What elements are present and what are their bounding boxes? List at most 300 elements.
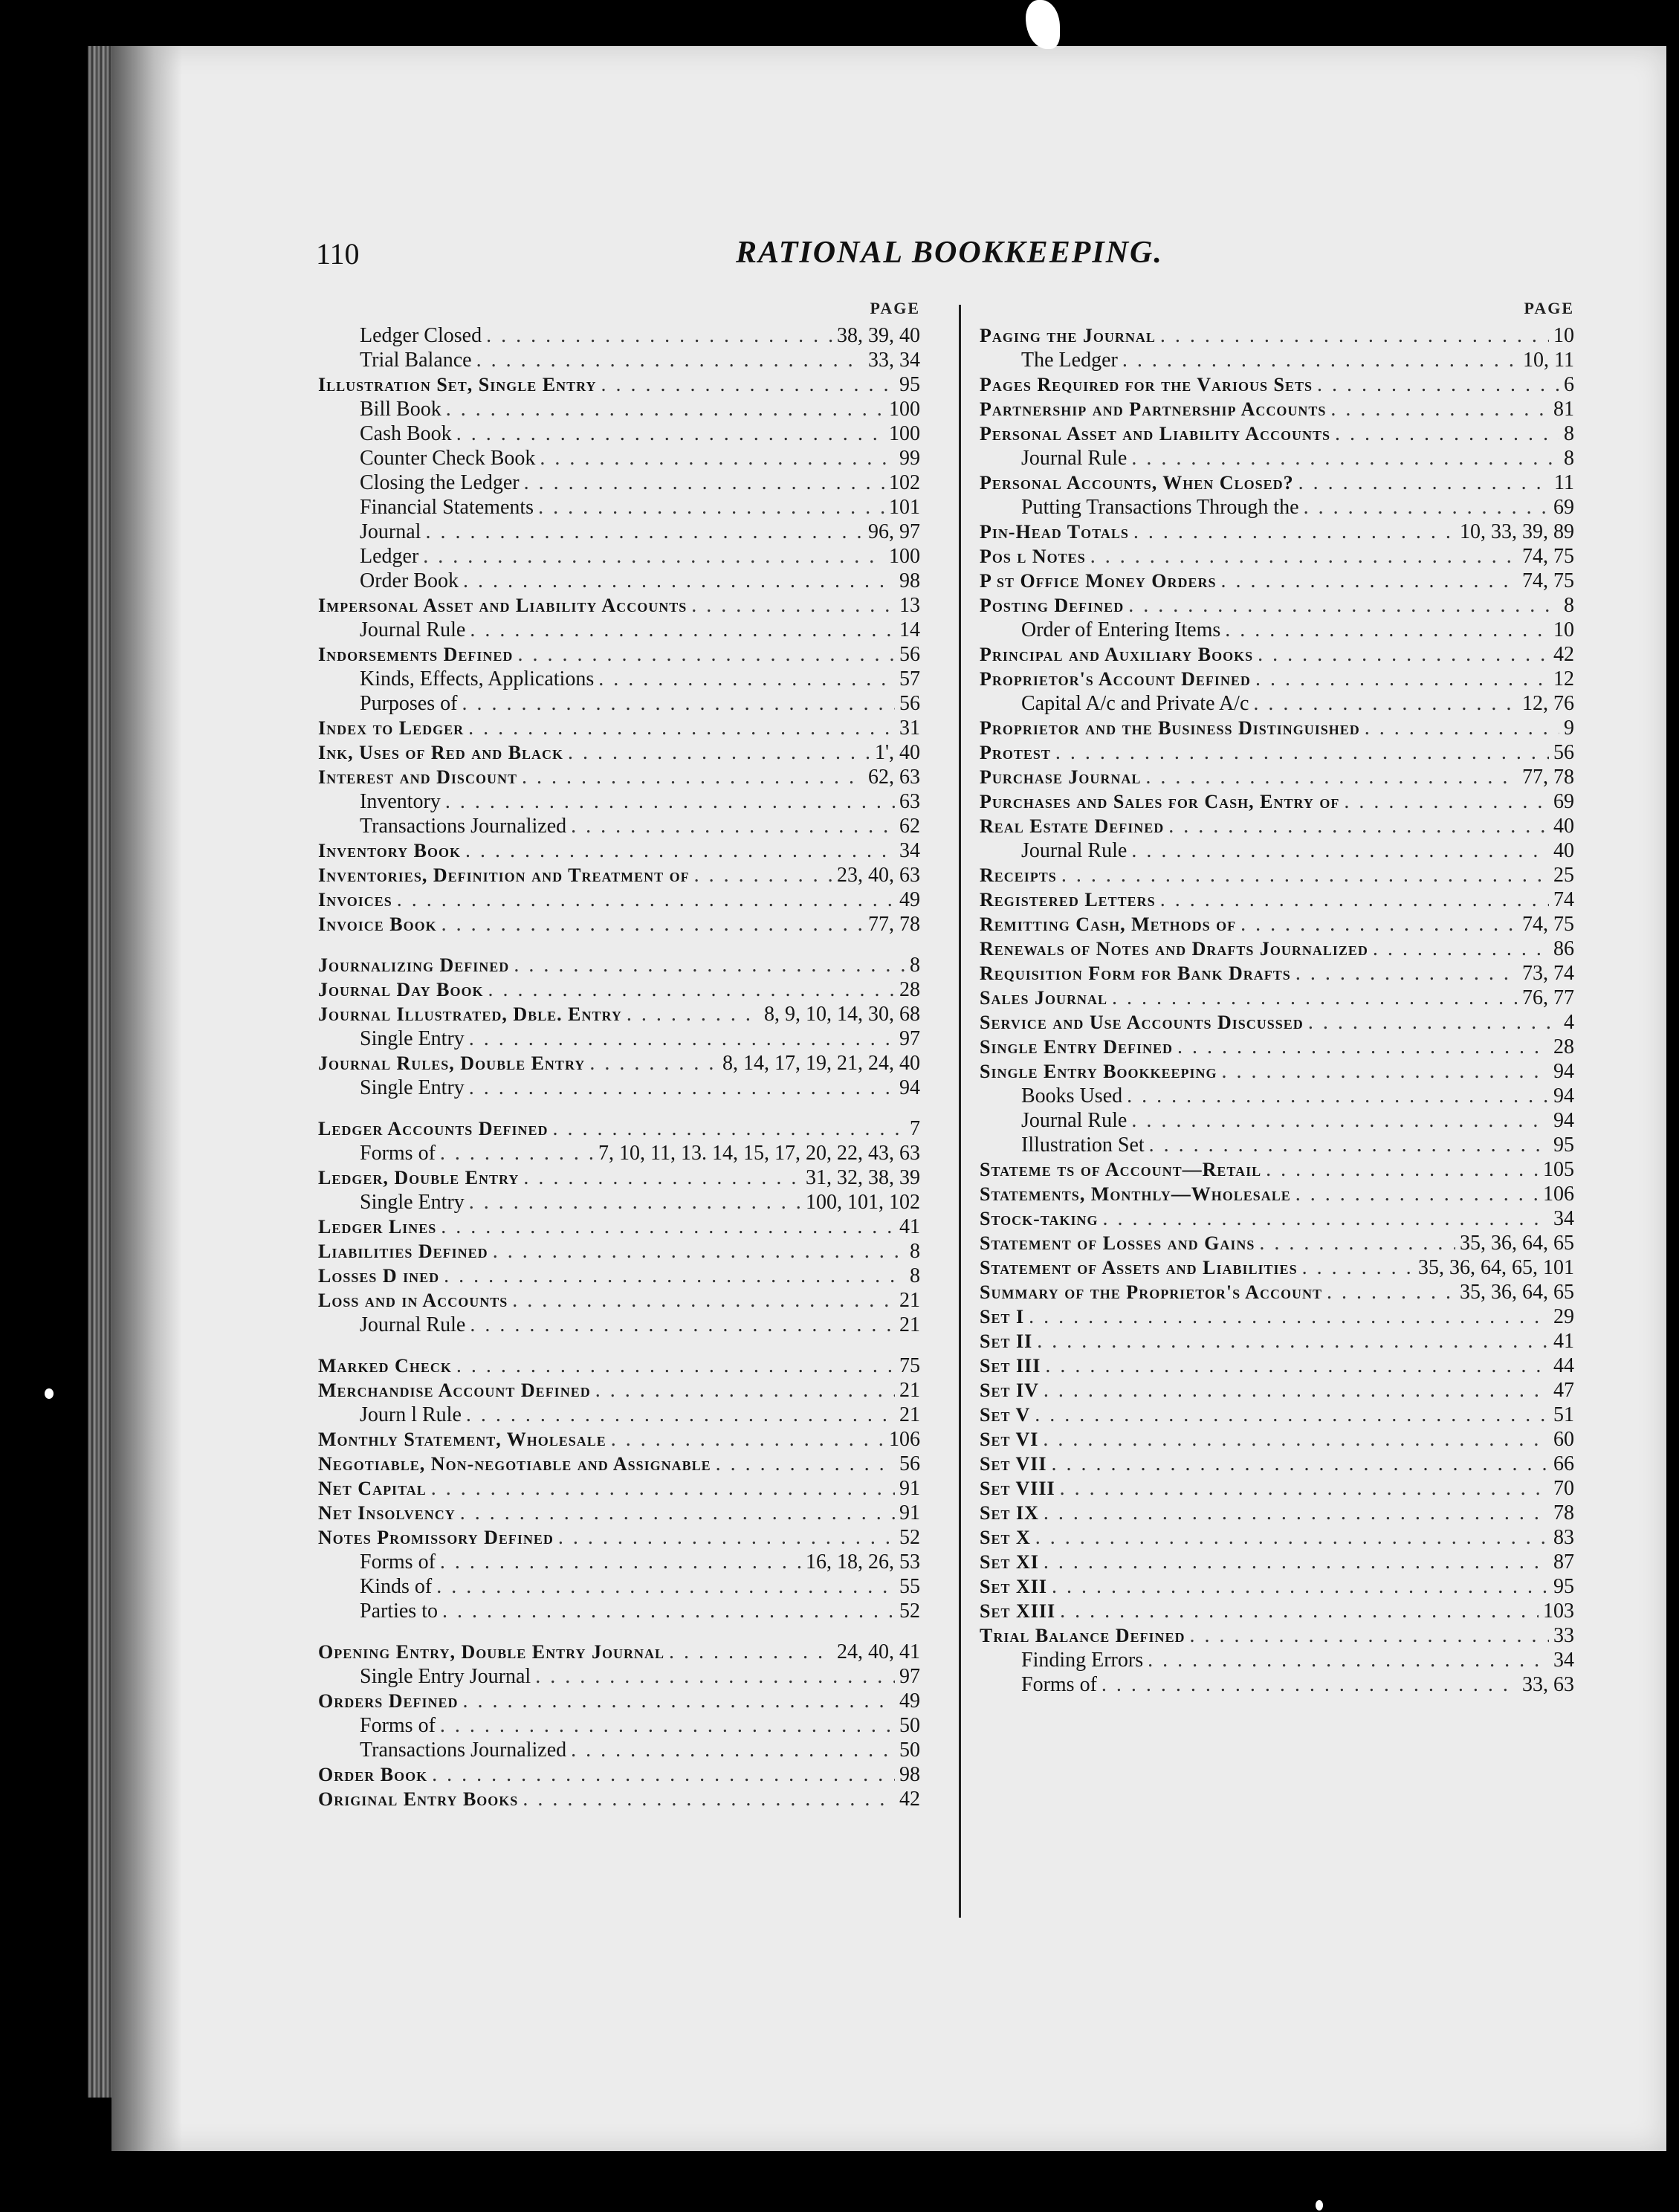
index-entry — [980, 545, 1574, 569]
entry-pages: 75 — [899, 1354, 920, 1377]
entry-pages: 105 — [1543, 1158, 1574, 1181]
leader-dots — [1222, 1060, 1549, 1084]
entry-label: Closing the Ledger — [360, 471, 520, 494]
entry-label: Proprietor and the Business Distinguished — [980, 717, 1360, 739]
entry-label: Index to Ledger — [318, 717, 465, 739]
index-entry — [980, 324, 1574, 349]
entry-pages: 106 — [889, 1428, 920, 1451]
entry-label: Partnership and Partnership Accounts — [980, 398, 1327, 420]
leader-dots — [1035, 1403, 1549, 1427]
entry-pages: 87 — [1553, 1550, 1574, 1574]
entry-pages: 21 — [899, 1313, 920, 1336]
entry-pages: 10 — [1553, 618, 1574, 641]
entry-label: Ledger, Double Entry — [318, 1167, 520, 1189]
entry-pages: 56 — [1553, 741, 1574, 764]
leader-dots — [1122, 349, 1518, 372]
leader-dots — [1344, 790, 1549, 814]
index-entry — [318, 618, 920, 643]
entry-label: Receipts — [980, 864, 1057, 886]
entry-label: Renewals of Notes and Drafts Journalized — [980, 938, 1368, 960]
index-entry — [980, 815, 1574, 839]
entry-label: Trial Balance Defined — [980, 1625, 1185, 1646]
entry-label: Kinds of — [360, 1575, 433, 1598]
index-entry — [318, 520, 920, 545]
running-head: RATIONAL BOOKKEEPING. — [736, 236, 1163, 270]
entry-pages: 40 — [1553, 839, 1574, 862]
entry-label: Financial Statements — [360, 496, 534, 519]
entry-label: Set X — [980, 1527, 1031, 1548]
leader-dots — [456, 1354, 895, 1378]
entry-label: Forms of — [360, 1550, 436, 1574]
entry-pages: 21 — [899, 1379, 920, 1402]
entry-label: Purchase Journal — [980, 766, 1142, 788]
entry-label: Capital A/c and Private A/c — [1021, 692, 1249, 715]
entry-pages: 94 — [1553, 1060, 1574, 1083]
index-entry — [980, 1526, 1574, 1550]
leader-dots — [1044, 1550, 1549, 1574]
index-entry — [318, 1289, 920, 1313]
entry-label: Journal Rule — [1021, 1109, 1128, 1132]
index-entry — [980, 1477, 1574, 1501]
leader-dots — [1149, 1134, 1549, 1157]
leader-dots — [523, 1788, 895, 1811]
entry-label: Indorsements Defined — [318, 644, 514, 665]
index-entry — [318, 569, 920, 594]
entry-label: Statements, Monthly—Wholesale — [980, 1183, 1291, 1205]
entry-label: Illustration Set, Single Entry — [318, 374, 597, 395]
index-entry — [318, 1191, 920, 1215]
entry-label: Liabilities Defined — [318, 1241, 488, 1262]
entry-pages: 63 — [899, 790, 920, 813]
entry-pages: 9 — [1564, 717, 1574, 740]
entry-pages: 52 — [899, 1600, 920, 1623]
entry-pages: 1', 40 — [874, 741, 920, 764]
entry-label: Journ l Rule — [360, 1403, 462, 1426]
entry-label: Proprietor's Account Defined — [980, 668, 1251, 690]
leader-dots — [463, 569, 895, 593]
leader-dots — [456, 422, 884, 446]
index-entry — [318, 324, 920, 349]
entry-pages: 98 — [899, 569, 920, 592]
leader-dots — [1258, 643, 1549, 667]
entry-label: Ink, Uses of Red and Black — [318, 742, 564, 763]
index-entry — [318, 447, 920, 471]
index-entry — [980, 1550, 1574, 1575]
index-entry — [980, 496, 1574, 520]
leader-dots — [469, 1027, 895, 1051]
entry-pages: 99 — [899, 447, 920, 470]
entry-label: Net Insolvency — [318, 1502, 456, 1524]
entry-pages: 62, 63 — [868, 766, 920, 789]
entry-pages: 52 — [899, 1526, 920, 1549]
page-number: 110 — [316, 237, 360, 271]
index-entry — [318, 692, 920, 717]
entry-label: Journal Day Book — [318, 979, 484, 1000]
leader-dots — [1131, 1109, 1549, 1133]
leader-dots — [1327, 1281, 1455, 1304]
index-entry — [318, 471, 920, 496]
leader-dots — [517, 643, 895, 667]
entry-pages: 57 — [899, 667, 920, 691]
index-entry — [318, 954, 920, 978]
index-entry — [318, 1477, 920, 1501]
index-entry — [318, 864, 920, 888]
entry-label: Single Entry Bookkeeping — [980, 1061, 1217, 1082]
entry-pages: 50 — [899, 1714, 920, 1737]
index-entry — [980, 986, 1574, 1011]
index-entry — [318, 1354, 920, 1379]
index-entry — [980, 741, 1574, 766]
entry-label: Personal Accounts, When Closed? — [980, 472, 1294, 494]
index-entry — [980, 766, 1574, 790]
entry-pages: 69 — [1553, 790, 1574, 813]
entry-pages: 100, 101, 102 — [806, 1191, 920, 1214]
index-entry — [980, 1060, 1574, 1084]
leader-dots — [669, 1640, 832, 1664]
entry-pages: 35, 36, 64, 65, 101 — [1418, 1256, 1574, 1279]
entry-label: Personal Asset and Liability Accounts — [980, 423, 1331, 444]
index-entry — [980, 373, 1574, 398]
leader-dots — [1060, 1477, 1549, 1501]
index-entry — [318, 741, 920, 766]
entry-label: Journalizing Defined — [318, 954, 510, 976]
entry-pages: 74, 75 — [1522, 545, 1574, 568]
leader-dots — [1061, 864, 1549, 887]
entry-label: Set VII — [980, 1453, 1047, 1475]
gutter-shadow — [111, 46, 182, 2151]
leader-dots — [1112, 986, 1518, 1010]
leader-dots — [1148, 1649, 1549, 1672]
leader-dots — [436, 1575, 895, 1599]
index-entry — [318, 913, 920, 937]
entry-pages: 40 — [1553, 815, 1574, 838]
entry-pages: 12, 76 — [1522, 692, 1574, 715]
index-entry — [318, 1575, 920, 1600]
leader-dots — [469, 1076, 895, 1100]
entry-label: Merchandise Account Defined — [318, 1380, 591, 1401]
leader-dots — [611, 1428, 884, 1452]
index-entry — [980, 717, 1574, 741]
index-entry — [318, 1403, 920, 1428]
entry-pages: 95 — [899, 373, 920, 396]
entry-label: Order Book — [360, 569, 459, 592]
index-entry — [318, 1550, 920, 1575]
index-entry — [318, 1788, 920, 1812]
entry-pages: 11 — [1554, 471, 1574, 494]
entry-pages: 6 — [1564, 373, 1574, 396]
entry-pages: 42 — [1553, 643, 1574, 666]
index-entry — [980, 643, 1574, 667]
index-entry — [980, 1600, 1574, 1624]
entry-pages: 28 — [899, 978, 920, 1001]
entry-label: Journal Rule — [1021, 839, 1128, 862]
index-entry — [318, 1142, 920, 1166]
entry-label: Bill Book — [360, 398, 441, 421]
entry-pages: 100 — [889, 545, 920, 568]
entry-pages: 12 — [1553, 667, 1574, 691]
leader-dots — [1127, 1084, 1549, 1108]
leader-dots — [1101, 1673, 1518, 1697]
index-entry — [318, 1313, 920, 1338]
entry-pages: 69 — [1553, 496, 1574, 519]
leader-dots — [514, 954, 905, 977]
entry-label: Interest and Discount — [318, 766, 517, 788]
leader-dots — [431, 1477, 895, 1501]
entry-label: Purchases and Sales for Cash, Entry of — [980, 791, 1340, 812]
entry-pages: 74, 75 — [1522, 569, 1574, 592]
leader-dots — [568, 741, 870, 765]
entry-label: Journal Rule — [360, 1313, 466, 1336]
entry-pages: 31, 32, 38, 39 — [806, 1166, 920, 1189]
index-entry — [318, 1714, 920, 1739]
entry-pages: 86 — [1553, 937, 1574, 960]
index-entry — [318, 1428, 920, 1452]
entry-label: Pages Required for the Various Sets — [980, 374, 1313, 395]
index-entry — [318, 815, 920, 839]
entry-label: Set V — [980, 1404, 1031, 1426]
entry-pages: 56 — [899, 643, 920, 666]
leader-dots — [694, 864, 832, 887]
leader-dots — [1160, 888, 1549, 912]
index-entry — [318, 643, 920, 667]
leader-dots — [441, 1215, 895, 1239]
index-entry — [318, 1640, 920, 1665]
entry-label: Pin-Head Totals — [980, 521, 1129, 543]
index-entry — [318, 1379, 920, 1403]
entry-label: Remitting Cash, Methods of — [980, 913, 1237, 935]
entry-label: Single Entry — [360, 1191, 465, 1214]
entry-pages: 7, 10, 11, 13. 14, 15, 17, 20, 22, 43, 63 — [598, 1142, 920, 1165]
leader-dots — [716, 1452, 895, 1476]
index-entry — [980, 937, 1574, 962]
index-entry — [980, 1281, 1574, 1305]
entry-pages: 8 — [910, 1240, 920, 1263]
leader-dots — [1060, 1600, 1539, 1623]
entry-label: Principal and Auxiliary Books — [980, 644, 1254, 665]
entry-pages: 8 — [1564, 447, 1574, 470]
leader-dots — [1335, 422, 1559, 446]
entry-pages: 31 — [899, 717, 920, 740]
leader-dots — [444, 1264, 905, 1288]
entry-pages: 102 — [889, 471, 920, 494]
entry-pages: 49 — [899, 1689, 920, 1713]
index-entry — [318, 496, 920, 520]
leader-dots — [466, 1403, 895, 1427]
index-entry — [980, 1575, 1574, 1600]
index-entry — [318, 1166, 920, 1191]
entry-pages: 83 — [1553, 1526, 1574, 1549]
entry-label: Transactions Journalized — [360, 1739, 567, 1762]
entry-label: Counter Check Book — [360, 447, 536, 470]
leader-dots — [1035, 1526, 1549, 1550]
index-entry — [980, 520, 1574, 545]
entry-pages: 77, 78 — [868, 913, 920, 936]
entry-label: Stock-taking — [980, 1208, 1099, 1229]
entry-label: Set XI — [980, 1551, 1039, 1573]
index-entry — [980, 349, 1574, 373]
entry-pages: 94 — [899, 1076, 920, 1099]
entry-label: Kinds, Effects, Applications — [360, 667, 595, 691]
entry-label: Purposes of — [360, 692, 458, 715]
index-entry — [980, 913, 1574, 937]
entry-label: Transactions Journalized — [360, 815, 567, 838]
leader-dots — [397, 888, 895, 912]
leader-dots — [538, 496, 884, 520]
leader-dots — [1037, 1330, 1549, 1354]
column-divider — [959, 305, 961, 1918]
leader-dots — [440, 1142, 594, 1165]
index-entry — [980, 1183, 1574, 1207]
entry-label: Negotiable, Non-negotiable and Assignable — [318, 1453, 711, 1475]
entry-label: Ledger Lines — [318, 1216, 437, 1238]
index-entry — [318, 1117, 920, 1142]
index-entry — [980, 864, 1574, 888]
entry-pages: 41 — [1553, 1330, 1574, 1353]
index-entry — [980, 1501, 1574, 1526]
leader-dots — [462, 692, 895, 716]
leader-dots — [1131, 839, 1549, 863]
leader-dots — [470, 618, 895, 642]
leader-dots — [571, 815, 895, 838]
page-column-header: PAGE — [870, 299, 920, 317]
index-entry — [980, 962, 1574, 986]
entry-pages: 106 — [1543, 1183, 1574, 1206]
entry-label: Ledger Accounts Defined — [318, 1118, 549, 1139]
leader-dots — [1133, 520, 1455, 544]
entry-label: Journal Rule — [1021, 447, 1128, 470]
leader-dots — [476, 349, 864, 372]
leader-dots — [522, 766, 864, 789]
entry-label: Set I — [980, 1306, 1025, 1327]
index-entry — [980, 692, 1574, 717]
entry-label: Set IX — [980, 1502, 1039, 1524]
entry-label: Real Estate Defined — [980, 815, 1165, 837]
scan-artifact — [1316, 2200, 1323, 2211]
leader-dots — [1131, 447, 1559, 470]
index-entry — [318, 839, 920, 864]
entry-label: Registered Letters — [980, 889, 1156, 911]
scan-artifact — [1026, 0, 1060, 49]
index-entry — [980, 1035, 1574, 1060]
entry-pages: 8 — [910, 954, 920, 977]
leader-dots — [1055, 741, 1549, 765]
leader-dots — [1259, 1232, 1455, 1255]
entry-label: Journal Rule — [360, 618, 466, 641]
index-entry — [318, 594, 920, 618]
entry-pages: 8 — [1564, 422, 1574, 445]
index-entry — [980, 618, 1574, 643]
entry-label: Invoices — [318, 889, 392, 911]
entry-pages: 81 — [1553, 398, 1574, 421]
leader-dots — [1190, 1624, 1550, 1648]
index-entry — [318, 766, 920, 790]
leader-dots — [601, 373, 895, 397]
entry-label: Set VIII — [980, 1478, 1055, 1499]
entry-pages: 35, 36, 64, 65 — [1460, 1281, 1574, 1304]
entry-pages: 94 — [1553, 1084, 1574, 1107]
entry-label: Summary of the Proprietor's Account — [980, 1281, 1322, 1303]
index-entry — [980, 447, 1574, 471]
entry-pages: 34 — [1553, 1649, 1574, 1672]
leader-dots — [440, 1714, 895, 1738]
index-entry — [318, 1689, 920, 1714]
leader-dots — [535, 1665, 895, 1689]
index-entry — [980, 1649, 1574, 1673]
entry-pages: 70 — [1553, 1477, 1574, 1500]
index-entry — [980, 1428, 1574, 1452]
leader-dots — [441, 913, 864, 937]
index-entry — [980, 1330, 1574, 1354]
entry-pages: 95 — [1553, 1134, 1574, 1157]
entry-label: Notes Promissory Defined — [318, 1527, 554, 1548]
entry-pages: 97 — [899, 1665, 920, 1688]
leader-dots — [512, 1289, 895, 1313]
leader-dots — [442, 1600, 895, 1623]
index-entry — [980, 594, 1574, 618]
index-entry — [980, 790, 1574, 815]
leader-dots — [425, 520, 864, 544]
leader-dots — [1373, 937, 1549, 961]
index-entry — [980, 1673, 1574, 1698]
entry-pages: 73, 74 — [1522, 962, 1574, 985]
entry-pages: 41 — [899, 1215, 920, 1238]
entry-label: Inventory — [360, 790, 441, 813]
index-entry — [980, 1158, 1574, 1183]
entry-pages: 94 — [1553, 1109, 1574, 1132]
leader-dots — [1298, 471, 1550, 495]
leader-dots — [1304, 496, 1549, 520]
entry-label: Forms of — [1021, 1673, 1097, 1696]
leader-dots — [1177, 1035, 1549, 1059]
index-entry — [318, 1052, 920, 1076]
entry-pages: 95 — [1553, 1575, 1574, 1598]
entry-label: Finding Errors — [1021, 1649, 1144, 1672]
entry-pages: 33 — [1553, 1624, 1574, 1647]
leader-dots — [1266, 1158, 1539, 1182]
index-entry — [318, 1763, 920, 1788]
entry-label: Requisition Form for Bank Drafts — [980, 963, 1291, 984]
entry-pages: 97 — [899, 1027, 920, 1050]
scan-artifact — [45, 1388, 54, 1399]
index-entry — [980, 1305, 1574, 1330]
index-entry — [980, 839, 1574, 864]
entry-label: Journal — [360, 520, 421, 543]
entry-pages: 55 — [899, 1575, 920, 1598]
entry-label: Loss and in Accounts — [318, 1290, 508, 1311]
leader-dots — [1225, 618, 1549, 642]
leader-dots — [523, 1166, 801, 1190]
index-entry — [318, 1526, 920, 1550]
leader-dots — [1253, 692, 1518, 716]
entry-pages: 50 — [899, 1739, 920, 1762]
leader-dots — [524, 471, 884, 495]
leader-dots — [468, 717, 895, 740]
entry-pages: 98 — [899, 1763, 920, 1786]
entry-label: Single Entry Defined — [980, 1036, 1173, 1058]
leader-dots — [493, 1240, 905, 1264]
index-entry — [980, 1084, 1574, 1109]
entry-pages: 10 — [1553, 324, 1574, 347]
entry-pages: 103 — [1543, 1600, 1574, 1623]
leader-dots — [463, 1689, 895, 1713]
entry-label: Set XIII — [980, 1600, 1056, 1622]
index-entry — [318, 1027, 920, 1052]
entry-pages: 56 — [899, 692, 920, 715]
leader-dots — [598, 667, 895, 691]
index-entry — [318, 422, 920, 447]
entry-pages: 34 — [1553, 1207, 1574, 1230]
page-column-header: PAGE — [1524, 299, 1574, 317]
